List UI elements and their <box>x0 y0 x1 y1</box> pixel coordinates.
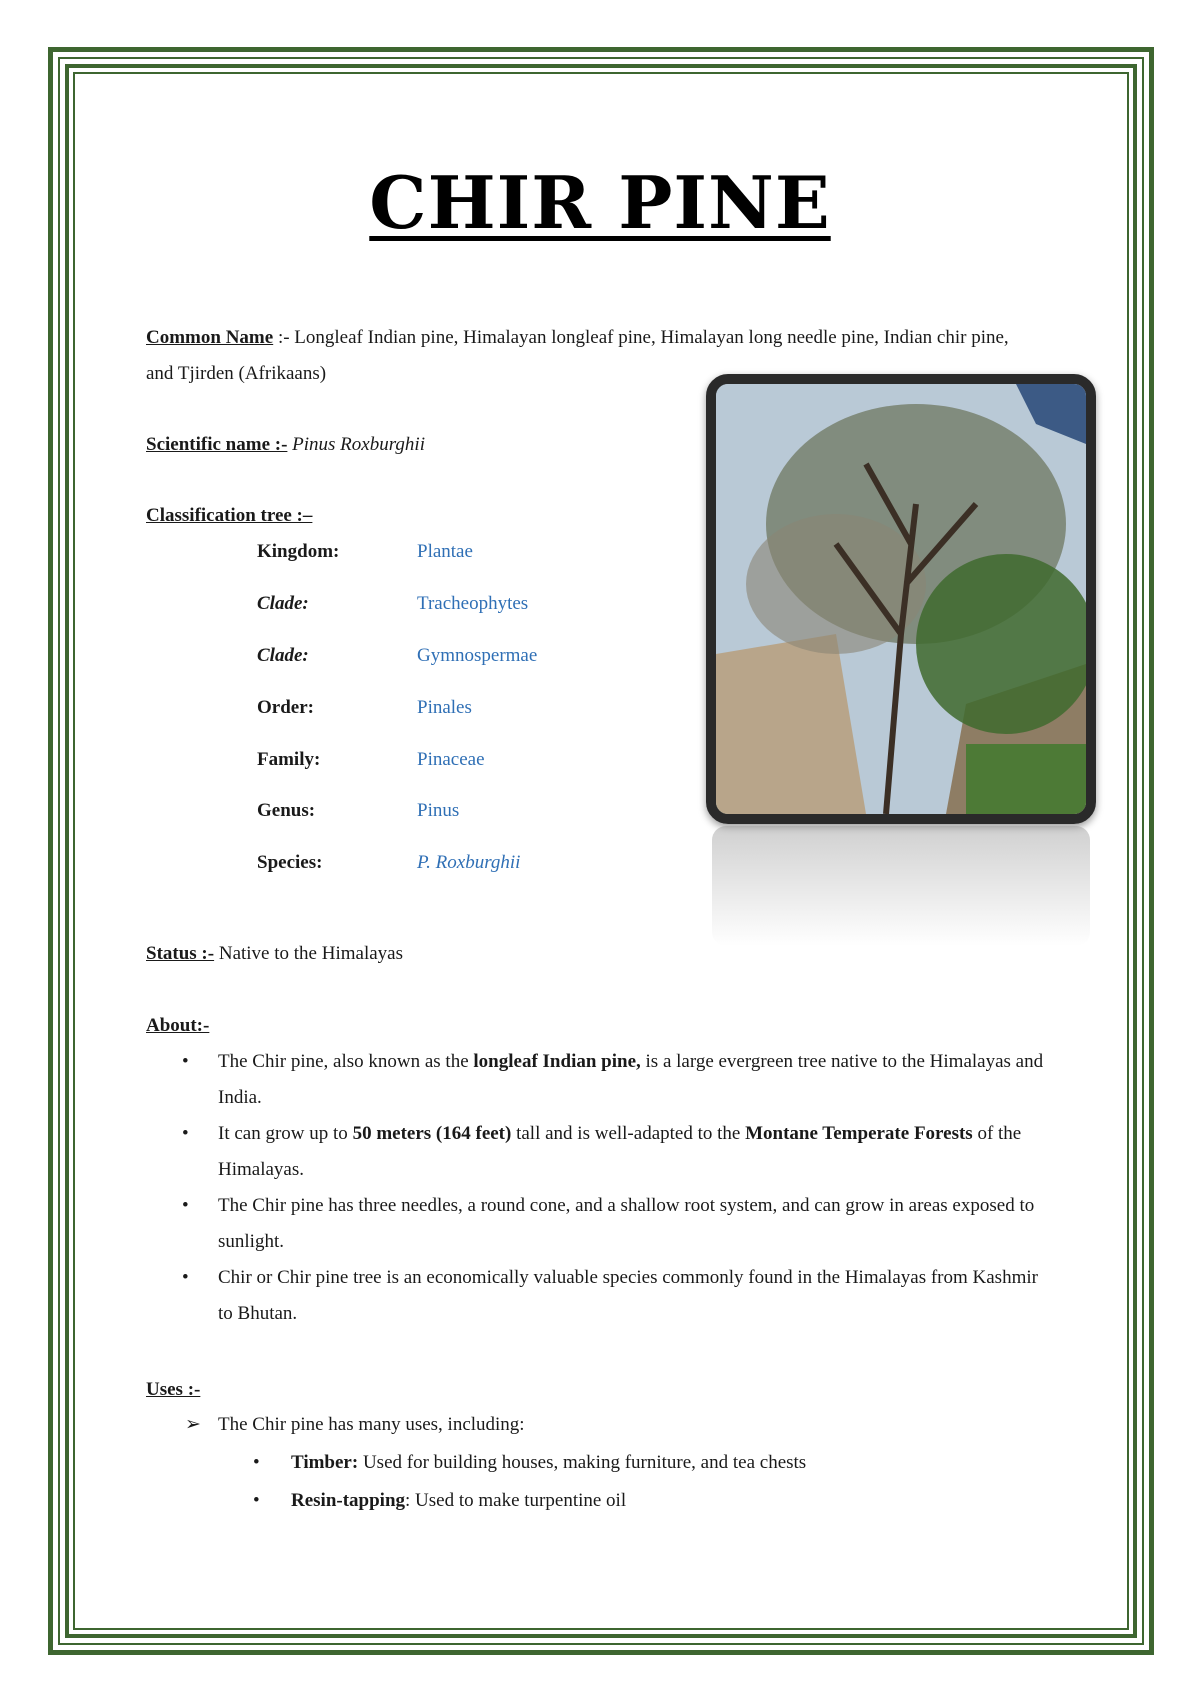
tree-photo-frame <box>706 374 1096 824</box>
tree-illustration <box>716 384 1086 814</box>
list-item: • The Chir pine has three needles, a round cone, and a shallow root system, and can grow in areas exposed to sunlight. <box>182 1195 1035 1252</box>
about-heading: About:- <box>146 1015 210 1036</box>
list-item: • It can grow up to 50 meters (164 feet) tall and is well-adapted to the Montane Temperate Forests of the Himalayas. <box>182 1123 1022 1180</box>
photo-reflection <box>712 826 1090 946</box>
arrow-bullet-icon: ➢ <box>185 1414 201 1435</box>
page-title: CHIR PINE <box>369 160 831 245</box>
uses-heading: Uses :- <box>146 1379 201 1400</box>
scientific-name-label: Scientific name :- <box>146 434 288 455</box>
tree-photo <box>706 374 1096 824</box>
list-item: • The Chir pine, also known as the longleaf Indian pine, is a large evergreen tree native to the Himalayas and India. <box>182 1051 1044 1108</box>
about-list <box>146 1044 1056 1332</box>
status-paragraph <box>146 936 403 972</box>
status-label: Status :- <box>146 943 215 964</box>
status-text: Native to the Himalayas <box>218 943 403 964</box>
common-name-label: Common Name <box>146 327 274 348</box>
common-name-paragraph: Common Name :- Longleaf Indian pine, Himalayan longleaf pine, Himalayan long needle pine, Indian chir pine, and Tjirden (Afrikaans) <box>146 327 1009 384</box>
list-item: • Chir or Chir pine tree is an economically valuable species commonly found in the Himalayas from Kashmir to Bhutan. <box>182 1267 1038 1324</box>
common-name-text: Longleaf Indian pine, Himalayan longleaf pine, Himalayan long needle pine, Indian chir pine, and Tjirden (Afrikaans) <box>146 327 1009 384</box>
scientific-name-value: Pinus Roxburghii <box>292 434 425 455</box>
classification-heading: Classification tree :– <box>146 505 313 526</box>
scientific-name-paragraph <box>146 427 425 463</box>
